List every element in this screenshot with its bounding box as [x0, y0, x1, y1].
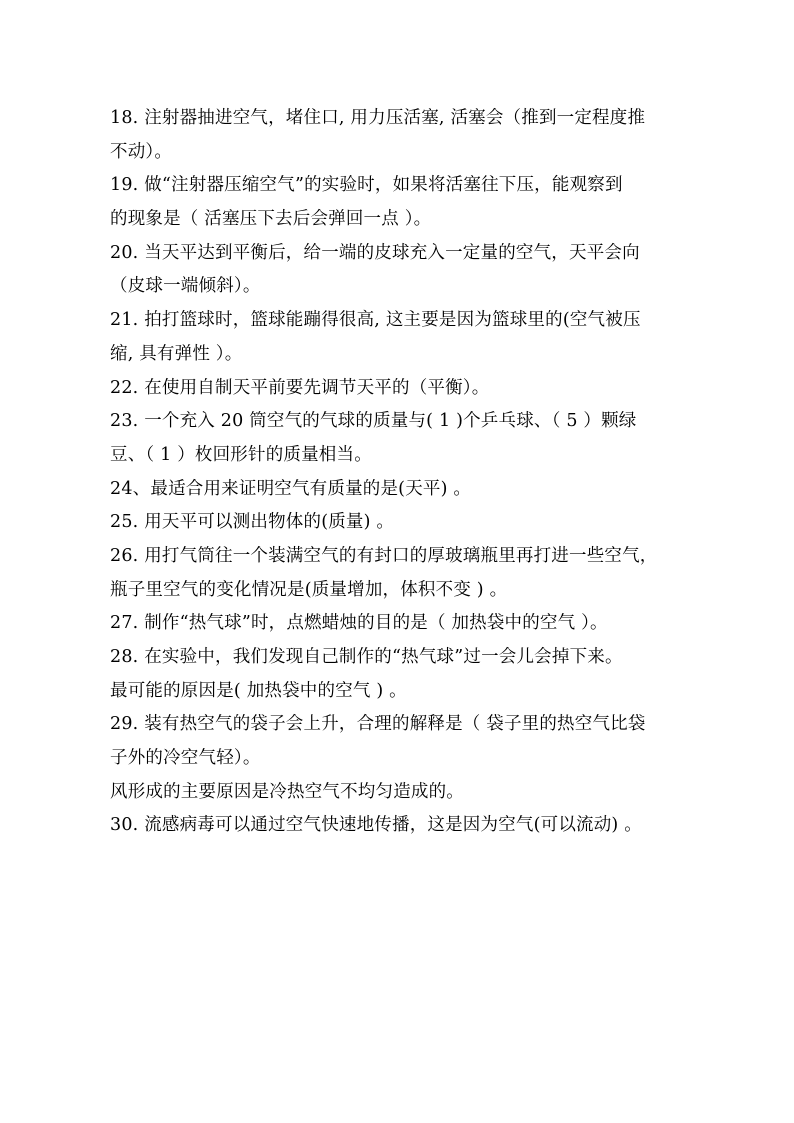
text-line: 不动）。 [110, 141, 173, 162]
text-line: 28. 在实验中，我们发现自己制作的“热气球”过一会儿会掉下来。 [110, 647, 623, 667]
text-line: 26. 用打气筒往一个装满空气的有封口的厚玻璃瓶里再打进一些空气， [110, 545, 658, 566]
text-line: 30. 流感病毒可以通过空气快速地传播，这是因为空气(可以流动) 。 [110, 815, 642, 836]
text-line: 最可能的原因是( 加热袋中的空气 ) 。 [110, 680, 407, 701]
text-line: 25. 用天平可以测出物体的(质量) 。 [110, 512, 395, 533]
text-line: 豆、（ 1 ）枚回形针的质量相当。 [110, 444, 372, 465]
text-line: 子外的冷空气轻）。 [110, 748, 261, 769]
text-line: 的现象是（ 活塞压下去后会弹回一点 ）。 [110, 209, 432, 230]
text-line: 22. 在使用自制天平前要先调节天平的（平衡）。 [110, 377, 490, 398]
text-line: 29. 装有热空气的袋子会上升，合理的解释是（ 袋子里的热空气比袋 [110, 714, 646, 735]
text-line: 21. 拍打篮球时，篮球能蹦得很高, 这主要是因为篮球里的(空气被压 [110, 310, 641, 331]
text-line: 缩, 具有弹性 ）。 [110, 343, 243, 364]
text-line: 24、最适合用来证明空气有质量的是(天平) 。 [110, 478, 472, 499]
text-line: 27. 制作“热气球”时，点燃蜡烛的目的是（ 加热袋中的空气 ）。 [110, 613, 608, 634]
text-line: 风形成的主要原因是冷热空气不均匀造成的。 [110, 781, 464, 802]
text-line: 20. 当天平达到平衡后，给一端的皮球充入一定量的空气，天平会向 [110, 242, 640, 263]
text-line: 18. 注射器抽进空气，堵住口, 用力压活塞, 活塞会（推到一定程度推 [110, 108, 646, 128]
text-line: 19. 做“注射器压缩空气”的实验时，如果将活塞往下压，能观察到 [110, 175, 623, 196]
document-body [110, 102, 690, 843]
text-line: 23. 一个充入 20 筒空气的气球的质量与( 1 )个乒乓球、（ 5 ）颗绿 [110, 411, 637, 432]
text-line: （皮球一端倾斜）。 [110, 276, 261, 297]
text-line: 瓶子里空气的变化情况是(质量增加，体积不变 ) 。 [110, 579, 508, 600]
